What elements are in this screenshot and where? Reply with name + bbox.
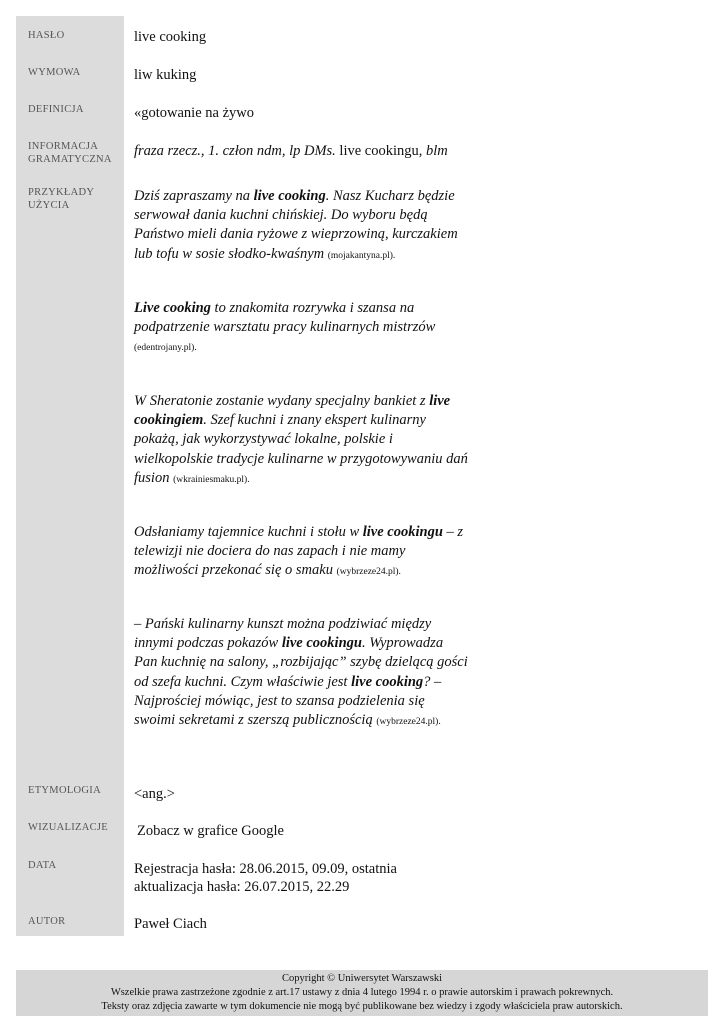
label-autor: AUTOR: [28, 916, 66, 927]
value-definicja: «gotowanie na żywo: [134, 105, 254, 121]
example-source: (wkrainiesmaku.pl).: [173, 474, 250, 485]
example-source: (wybrzeze24.pl).: [336, 567, 401, 578]
data-line-2: aktualizacja hasła: 26.07.2015, 22.29: [134, 879, 350, 895]
footer-line-2: Wszelkie prawa zastrzeżone zgodnie z art.17 ustawy z dnia 4 lutego 1994 r. o prawie autorskim i prawach pokrewnych.: [110, 987, 614, 998]
example-term: Live cooking: [134, 300, 211, 316]
label-przyklady-line2: UŻYCIA: [28, 200, 70, 211]
example-5: [134, 615, 469, 732]
example-term: live cookingiem: [134, 393, 451, 429]
label-definicja: DEFINICJA: [28, 104, 84, 115]
example-source: (wybrzeze24.pl).: [376, 717, 441, 728]
example-4: [134, 523, 469, 583]
value-wymowa: liw kuking: [134, 67, 197, 83]
footer-line-1: Copyright © Uniwersytet Warszawski: [281, 973, 443, 984]
value-etymologia: <ang.>: [134, 786, 175, 802]
value-informacja-gramatyczna: [134, 142, 448, 160]
footer-line-3: Teksty oraz zdjęcia zawarte w tym dokumencie nie mogą być publikowane bez wiedzy i zgody właściciela praw autorskich.: [101, 1001, 623, 1012]
copyright-footer: [16, 970, 708, 1016]
example-term: live cooking: [351, 673, 424, 690]
example-text: – Pański kulinarny kunszt można podziwiać między innymi podczas pokazów: [134, 616, 432, 652]
label-informacja-gramatyczna: [28, 140, 112, 166]
info-grammar-blm: blm: [426, 143, 448, 159]
example-text: – z telewizji nie dociera do nas zapach i nie mamy możliwości przekonać się o smaku: [134, 524, 464, 579]
label-informacja-line2: GRAMATYCZNA: [28, 154, 112, 165]
example-text: . Nasz Kucharz będzie serwował dania kuchni chińskiej. Do wyboru będą Państwo mieli dania ryżowe z wieprzowiną, kurczakiem lub tofu w sosie słodko-kwaśnym: [134, 188, 458, 262]
example-text: Dziś zapraszamy na: [134, 188, 254, 204]
example-text: . Wyprowadza Pan kuchnię na salony, „rozbijając” szybę dzielącą gości od szefa kuchni. Czym właściwie jest: [134, 635, 468, 690]
example-3: [134, 392, 469, 490]
value-autor: Paweł Ciach: [134, 916, 207, 932]
example-source: (mojakantyna.pl).: [327, 250, 396, 261]
value-data: [134, 860, 397, 896]
label-wymowa: WYMOWA: [28, 67, 81, 78]
label-data: DATA: [28, 860, 57, 871]
label-informacja-line1: INFORMACJA: [28, 141, 99, 152]
label-przyklady-uzycia: [28, 186, 94, 212]
example-text: Odsłaniamy tajemnice kuchni i stołu w: [134, 524, 363, 540]
label-etymologia: ETYMOLOGIA: [28, 785, 101, 796]
label-haslo: HASŁO: [28, 30, 65, 41]
example-2: [134, 299, 469, 359]
label-wizualizacje: WIZUALIZACJE: [28, 822, 108, 833]
info-grammar-form: live cookingu,: [335, 143, 427, 159]
data-line-1: Rejestracja hasła: 28.06.2015, 09.09, ostatnia: [134, 861, 397, 877]
example-term: live cookingu: [362, 524, 443, 540]
google-images-link[interactable]: Zobacz w grafice Google: [137, 823, 284, 839]
example-term: live cookingu: [281, 635, 362, 652]
example-text: to znakomita rozrywka i szansa na podpatrzenie warsztatu pracy kulinarnych mistrzów: [134, 300, 436, 336]
example-source: (edentrojany.pl).: [134, 343, 197, 354]
example-1: [134, 187, 469, 266]
example-text: ? – Najprościej mówiąc, jest to szansa podzielenia się swoimi sekretami z szerszą publicznością: [134, 673, 442, 729]
example-text: . Szef kuchni i znany ekspert kulinarny pokażą, jak wykorzystywać lokalne, polskie i wielkopolskie tradycje kulinarne w przygotowywaniu dań fusion: [134, 412, 468, 486]
value-haslo: live cooking: [134, 29, 207, 45]
example-text: W Sheratonie zostanie wydany specjalny bankiet z: [134, 393, 430, 409]
info-grammar-italic: fraza rzecz., 1. człon ndm, lp DMs.: [134, 143, 336, 159]
example-term: live cooking: [253, 188, 326, 204]
label-przyklady-line1: PRZYKŁADY: [28, 187, 95, 198]
